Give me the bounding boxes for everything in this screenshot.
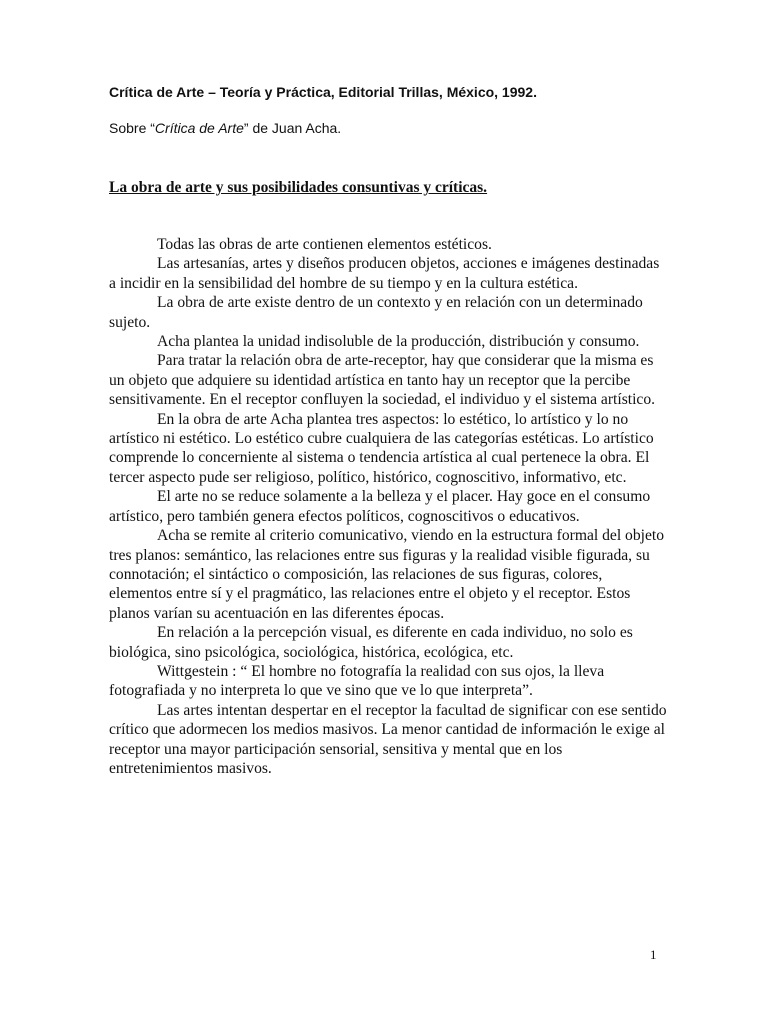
paragraph: El arte no se reduce solamente a la belleza y el placer. Hay goce en el consumo artístico, pero también genera efectos políticos, cognoscitivos o educativos. [109,488,651,525]
paragraph: Las artesanías, artes y diseños producen objetos, acciones e imágenes destinadas a incidir en la sensibilidad del hombre de su tiempo y en la cultura estética. [109,255,660,292]
section-heading: La obra de arte y sus posibilidades consuntivas y críticas. [109,179,488,196]
subtitle-prefix: Sobre “ [109,120,155,136]
paragraph: La obra de arte existe dentro de un contexto y en relación con un determinado sujeto. [109,294,643,331]
paragraph: Acha se remite al criterio comunicativo, viendo en la estructura formal del objeto tres planos: semántico, las relaciones entre sus figuras y la realidad visible figurada, su connotación; el sintáctico o composición, las relaciones de sus figuras, colores, elementos entre sí y el pragmático, las relaciones entre el objeto y el receptor. Estos planos varían su acentuación en las diferentes épocas. [109,527,665,622]
document-header-title: Crítica de Arte – Teoría y Práctica, Editorial Trillas, México, 1992. [109,84,537,100]
paragraph: Wittgestein : “ El hombre no fotografía la realidad con sus ojos, la lleva fotografiada y no interpreta lo que ve sino que ve lo que interpreta”. [109,662,605,700]
document-header-subtitle [109,120,341,136]
paragraph: Todas las obras de arte contienen elementos estéticos. [157,236,492,253]
paragraph: Acha plantea la unidad indisoluble de la producción, distribución y consumo. [157,333,640,351]
subtitle-book-title: Crítica de Arte [154,120,244,136]
paragraph: En la obra de arte Acha plantea tres aspectos: lo estético, lo artístico y lo no artístico ni estético. Lo estético cubre cualquiera de las categorías estéticas. Lo artístico comprende lo concerniente al sistema o tendencia artística al cual pertenece la obra. El tercer aspecto pude ser religioso, político, histórico, cognoscitivo, informativo, etc. [109,410,654,486]
body-text [109,235,669,778]
paragraph: Para tratar la relación obra de arte-receptor, hay que considerar que la misma es un objeto que adquiere su identidad artística en tanto hay un receptor que la percibe sensitivamente. En el receptor confluyen la sociedad, el individuo y el sistema artístico. [109,352,656,409]
paragraph: En relación a la percepción visual, es diferente en cada individuo, no solo es biológica, sino psicológica, sociológica, histórica, ecológica, etc. [109,624,633,661]
page-number: 1 [650,947,657,962]
paragraph: Las artes intentan despertar en el receptor la facultad de significar con ese sentido crítico que adormecen los medios masivos. La menor cantidad de información le exige al receptor una mayor participación sensorial, sensitiva y mental que en los entretenimientos masivos. [109,701,667,777]
subtitle-suffix: ” de Juan Acha. [243,120,342,136]
